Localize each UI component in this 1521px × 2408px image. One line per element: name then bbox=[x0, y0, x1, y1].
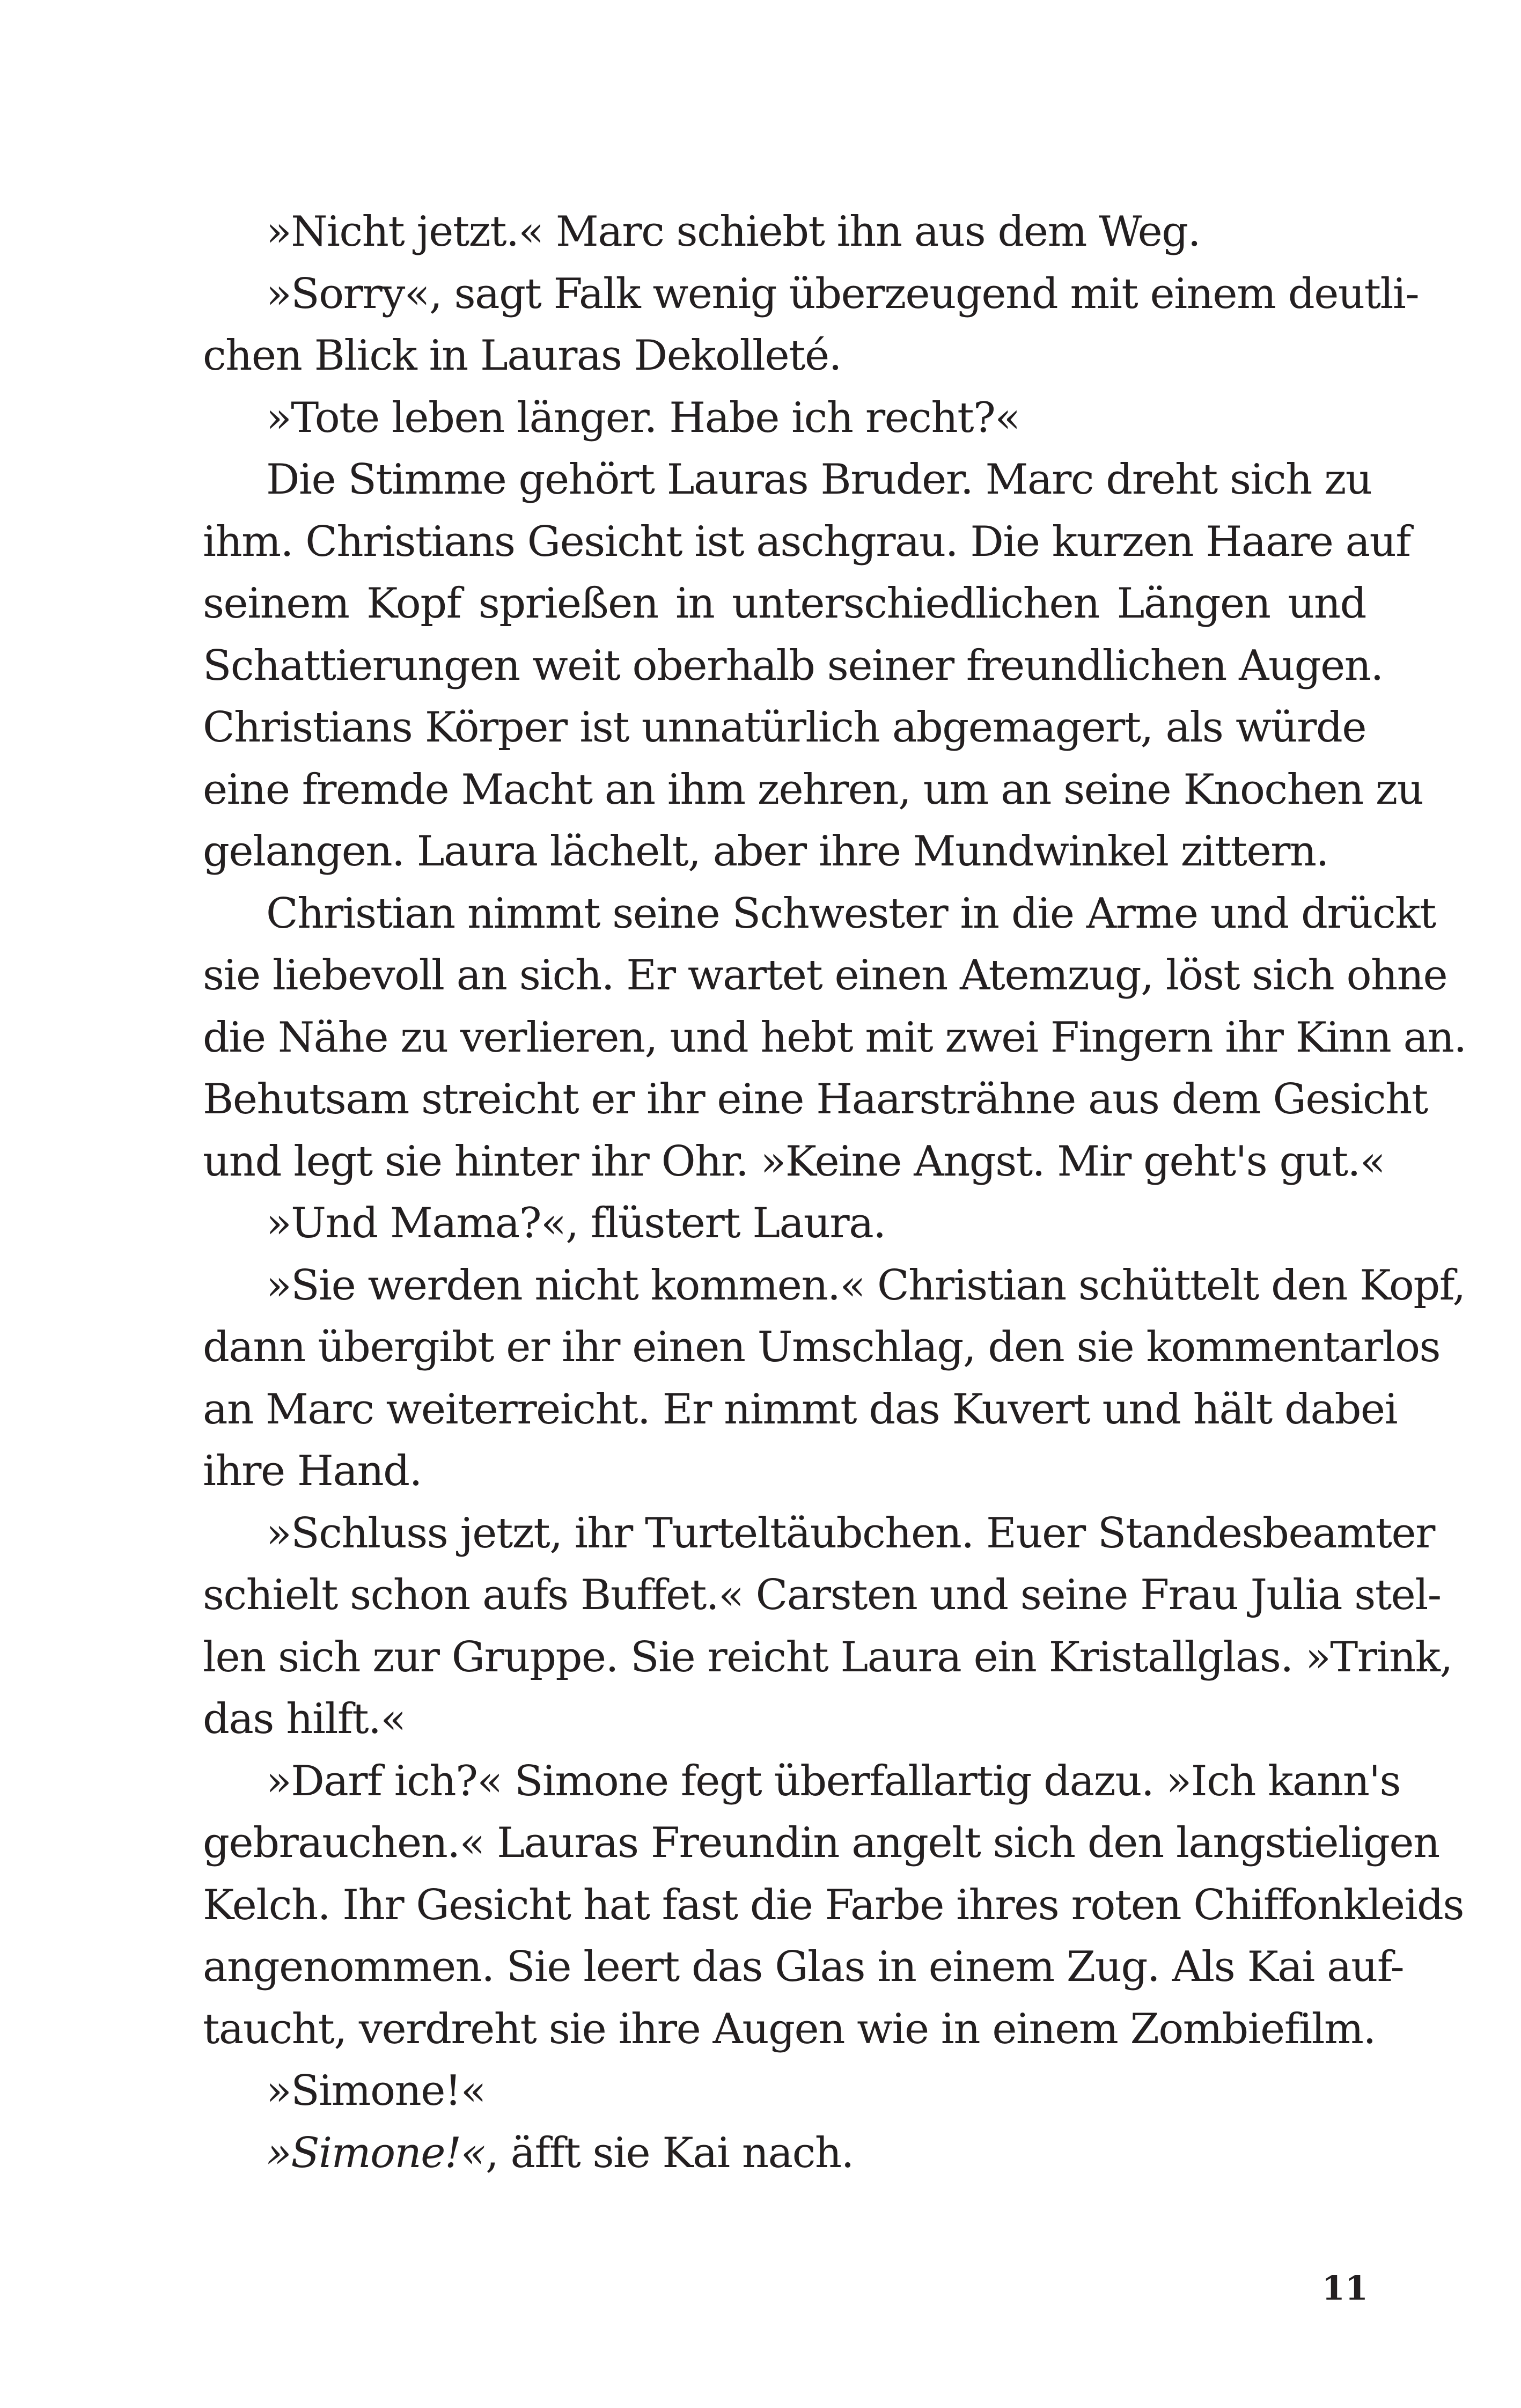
text-line: Christians Körper ist unnatürlich abgemagert, als würde bbox=[203, 703, 1366, 752]
text-line: Christian nimmt seine Schwester in die Arme und drückt bbox=[266, 889, 1436, 938]
text-line: »Darf ich?« Simone fegt überfallartig dazu. »Ich kann's bbox=[266, 1757, 1400, 1805]
text-line: len sich zur Gruppe. Sie reicht Laura ein Kristallglas. »Trink, bbox=[203, 1633, 1452, 1682]
body-text bbox=[203, 201, 1466, 2184]
text-line: das hilft.« bbox=[203, 1695, 406, 1743]
text-line: »Nicht jetzt.« Marc schiebt ihn aus dem Weg. bbox=[266, 208, 1200, 256]
text-line: seinem Kopf sprießen in unterschiedlichen Längen und bbox=[203, 579, 1366, 628]
text-line: sie liebevoll an sich. Er wartet einen Atemzug, löst sich ohne bbox=[203, 951, 1447, 1000]
text-line: dann übergibt er ihr einen Umschlag, den sie kommentarlos bbox=[203, 1323, 1441, 1371]
text-line: Kelch. Ihr Gesicht hat fast die Farbe ihres roten Chiffonkleids bbox=[203, 1881, 1464, 1929]
text-line-rest: , äfft sie Kai nach. bbox=[486, 2128, 854, 2177]
text-line: Die Stimme gehört Lauras Bruder. Marc dreht sich zu bbox=[266, 456, 1372, 504]
text-line: und legt sie hinter ihr Ohr. »Keine Angst. Mir geht's gut.« bbox=[203, 1137, 1385, 1186]
text-line: »Tote leben länger. Habe ich recht?« bbox=[266, 393, 1020, 442]
text-line: ihm. Christians Gesicht ist aschgrau. Die kurzen Haare auf bbox=[203, 517, 1410, 566]
text-line: Schattierungen weit oberhalb seiner freundlichen Augen. bbox=[203, 641, 1383, 690]
text-line: angenommen. Sie leert das Glas in einem Zug. Als Kai auf- bbox=[203, 1943, 1404, 1991]
text-line: schielt schon aufs Buffet.« Carsten und seine Frau Julia stel- bbox=[203, 1571, 1441, 1619]
text-line: Behutsam streicht er ihr eine Haarsträhne aus dem Gesicht bbox=[203, 1075, 1428, 1124]
text-line: »Simone!« bbox=[266, 2067, 486, 2115]
text-line: eine fremde Macht an ihm zehren, um an seine Knochen zu bbox=[203, 765, 1423, 814]
page-number: 11 bbox=[1321, 2268, 1368, 2308]
text-line: taucht, verdreht sie ihre Augen wie in einem Zombiefilm. bbox=[203, 2005, 1376, 2053]
text-line: ihre Hand. bbox=[203, 1447, 422, 1495]
text-line: gelangen. Laura lächelt, aber ihre Mundwinkel zittern. bbox=[203, 827, 1328, 876]
text-line: die Nähe zu verlieren, und hebt mit zwei Fingern ihr Kinn an. bbox=[203, 1013, 1466, 1062]
text-line: »Sorry«, sagt Falk wenig überzeugend mit einem deutli- bbox=[266, 269, 1419, 318]
text-line: »Schluss jetzt, ihr Turteltäubchen. Euer Standesbeamter bbox=[266, 1509, 1435, 1558]
text-line: »Und Mama?«, flüstert Laura. bbox=[266, 1199, 886, 1247]
text-line-final bbox=[203, 2123, 1366, 2185]
text-line: chen Blick in Lauras Dekolleté. bbox=[203, 332, 841, 380]
text-line: »Sie werden nicht kommen.« Christian schüttelt den Kopf, bbox=[266, 1261, 1465, 1310]
italic-quote: »Simone!« bbox=[266, 2128, 486, 2177]
text-line: gebrauchen.« Lauras Freundin angelt sich den langstieligen bbox=[203, 1819, 1439, 1867]
text-line: an Marc weiterreicht. Er nimmt das Kuvert und hält dabei bbox=[203, 1385, 1398, 1434]
